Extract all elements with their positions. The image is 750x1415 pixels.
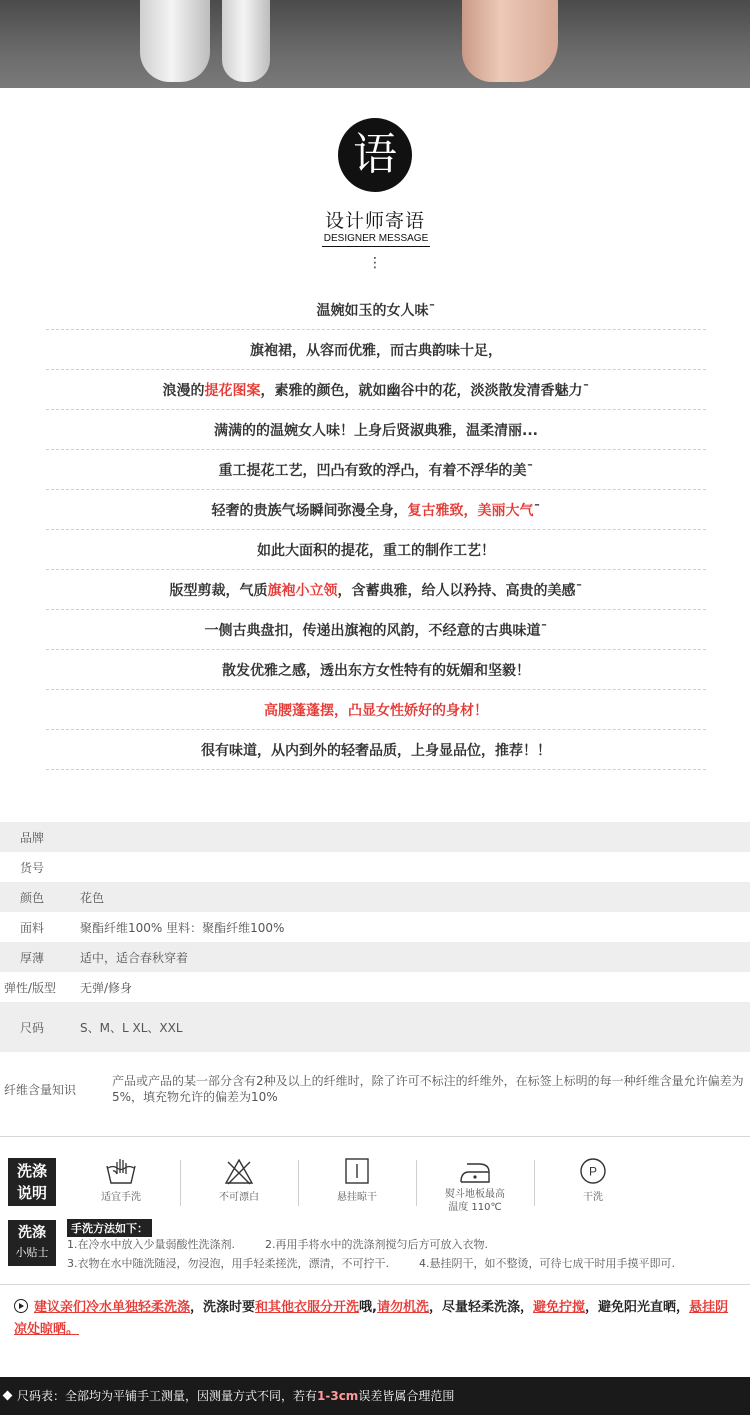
wash-advice: [0, 1284, 750, 1341]
spec-row-elasticity: [0, 972, 750, 1002]
diamond-icon: [3, 1391, 13, 1401]
designer-message-subtitle: DESIGNER MESSAGE: [322, 233, 430, 247]
highlight-text: 复古雅致，美丽大气: [407, 503, 534, 519]
play-icon: [14, 1299, 28, 1313]
spec-row-fiber-knowledge: [0, 1052, 750, 1126]
spec-row-thickness: [0, 942, 750, 972]
highlight-text: 旗袍小立领: [267, 583, 338, 599]
designer-message-title: 设计师寄语: [324, 210, 425, 232]
size-note-bar: 尺码表：全部均为平铺手工测量，因测量方式不同，若有1-3cm误差皆属合理范围: [0, 1377, 750, 1415]
spec-label: 品牌: [20, 830, 45, 845]
spec-label: 尺码: [20, 1020, 45, 1035]
message-line: 一侧古典盘扣，传递出旗袍的风韵，不经意的古典味道¯: [46, 610, 706, 650]
message-line: 版型剪裁，气质旗袍小立领，含蓄典雅，给人以矜持、高贵的美感¯: [46, 570, 706, 610]
divider: [0, 1136, 750, 1137]
tips-line: 1.在冷水中放入少量弱酸性洗涤剂. 2.再用手将水中的洗涤剂搅匀后方可放入衣物.: [67, 1238, 488, 1251]
vertical-dots-icon: ⋮: [368, 255, 382, 271]
designer-logo-icon: 语: [338, 118, 412, 192]
hand-wash-icon: [103, 1156, 139, 1186]
message-line: 浪漫的提花图案，素雅的颜色，就如幽谷中的花，淡淡散发清香魅力¯: [46, 370, 706, 410]
wash-item: 熨斗地板最高 温度 110℃: [416, 1156, 534, 1216]
svg-text:P: P: [588, 1164, 598, 1179]
message-line: 很有味道，从内到外的轻奢品质，上身显品位，推荐！！: [46, 730, 706, 770]
spec-label: 厚薄: [20, 950, 45, 965]
message-line: 高腰蓬蓬摆，凸显女性娇好的身材！: [46, 690, 706, 730]
spec-row-brand: [0, 822, 750, 852]
highlight-text: 高腰蓬蓬摆，凸显女性娇好的身材: [264, 703, 474, 719]
spec-label: 面料: [20, 920, 45, 935]
message-line: 重工提花工艺，凹凸有致的浮凸，有着不浮华的美¯: [46, 450, 706, 490]
tips-heading: 手洗方法如下：: [67, 1219, 152, 1237]
highlight-text: 提花图案: [204, 383, 261, 399]
model-leg: [462, 0, 558, 82]
spec-row-item-no: [0, 852, 750, 882]
advice-text: 建议亲们冷水单独轻柔洗涤，洗涤时要和其他衣服分开洗哦,请勿机洗，尽量轻柔洗涤，避免拧搅，避免阳光直晒，悬挂阴凉处晾晒。: [14, 1300, 729, 1337]
spec-row-color: [0, 882, 750, 912]
message-line: 满满的的温婉女人味！上身后贤淑典雅，温柔清丽...: [46, 410, 706, 450]
vase-decoration: [222, 0, 270, 82]
spec-label: 纤维含量知识: [4, 1082, 77, 1097]
iron-icon: [455, 1156, 495, 1186]
spec-label: 弹性/版型: [4, 980, 57, 995]
wash-icon-row: [62, 1156, 750, 1216]
vase-decoration: [140, 0, 210, 82]
spec-row-fabric: [0, 912, 750, 942]
spec-value: 聚酯纤维100% 里料：聚酯纤维100%: [80, 920, 285, 935]
spec-label: 颜色: [20, 890, 45, 905]
tips-line: 3.衣物在水中随洗随浸，勿浸泡，用手轻柔搓洗，漂清，不可拧干. 4.悬挂阴干，如不整烫，可待七成干时用手摸平即可.: [67, 1257, 675, 1270]
product-photo-strip: [0, 0, 750, 88]
spec-value: 花色: [80, 890, 105, 905]
wash-item: P 干洗: [534, 1156, 652, 1216]
message-line: 旗袍裙，从容而优雅，而古典韵味十足，: [46, 330, 706, 370]
wash-item: 悬挂晾干: [298, 1156, 416, 1216]
product-spec-table: [0, 822, 750, 1126]
spec-row-size: [0, 1002, 750, 1052]
spec-label: 货号: [20, 860, 45, 875]
hang-dry-icon: [339, 1156, 375, 1186]
message-line: 轻奢的贵族气场瞬间弥漫全身，复古雅致，美丽大气¯: [46, 490, 706, 530]
wash-item: 适宜手洗: [62, 1156, 180, 1216]
designer-message-list: [46, 290, 706, 770]
message-line: 散发优雅之感，透出东方女性特有的妩媚和坚毅！: [46, 650, 706, 690]
wash-tips-badge: 洗涤 小贴士: [8, 1220, 56, 1266]
spec-value: 产品或产品的某一部分含有2种及以上的纤维时，除了许可不标注的纤维外，在标签上标明的每一种纤维含量允许偏差为5%，填充物允许的偏差为10%: [112, 1074, 744, 1104]
wash-instructions-badge: 洗涤 说明: [8, 1158, 56, 1206]
message-line: 温婉如玉的女人味¯: [46, 290, 706, 330]
spec-value: 适中，适合春秋穿着: [80, 950, 189, 965]
wash-item: 不可漂白: [180, 1156, 298, 1216]
dry-clean-icon: [575, 1156, 611, 1186]
spec-value: S、M、L XL、XXL: [80, 1020, 183, 1035]
no-bleach-icon: [221, 1156, 257, 1186]
message-line: 如此大面积的提花，重工的制作工艺！: [46, 530, 706, 570]
spec-value: 无弹/修身: [80, 980, 133, 995]
